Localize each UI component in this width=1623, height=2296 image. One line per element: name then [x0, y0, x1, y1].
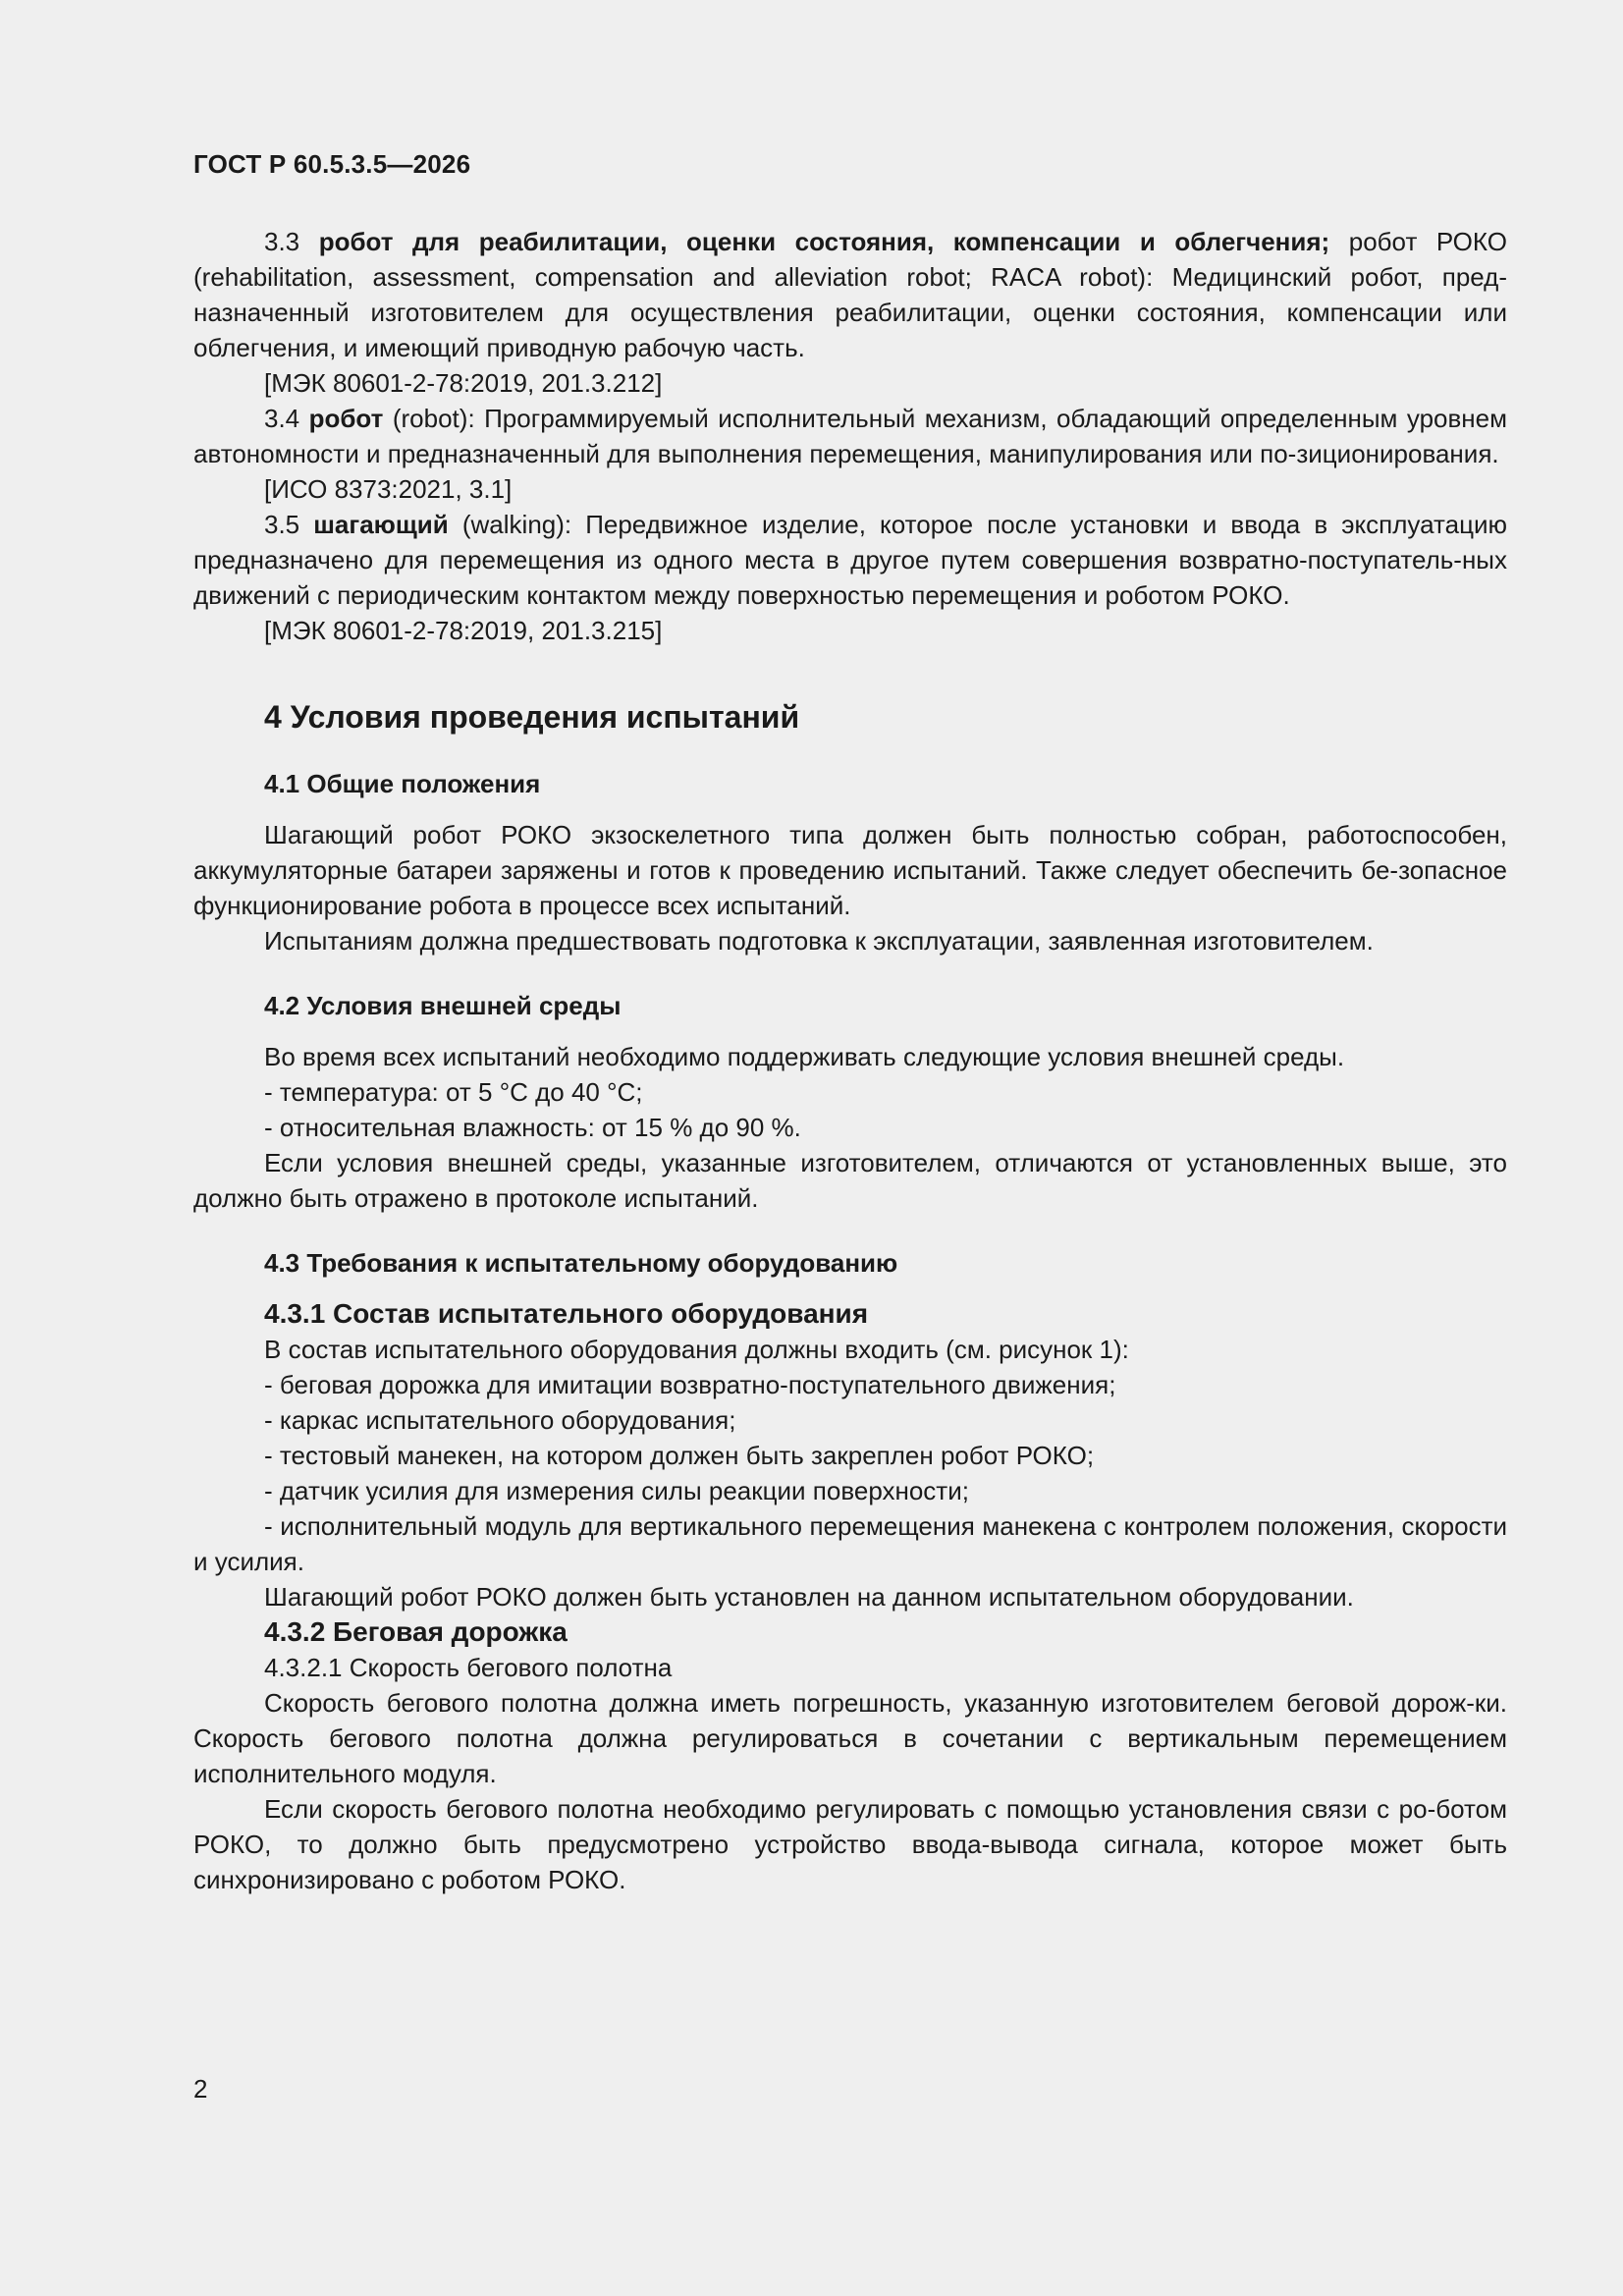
subsection-heading-4-3: 4.3 Требования к испытательному оборудованию — [264, 1248, 898, 1278]
document-body — [193, 224, 1507, 1897]
list-item: - тестовый манекен, на котором должен быть закреплен робот РОКО; — [264, 1441, 1095, 1470]
paragraph: Если скорость бегового полотна необходимо регулировать с помощью установления связи с ро-ботом РОКО, то должно быть предусмотрено устройство ввода-вывода сигнала, которое может быть синхронизировано с роботом РОКО. — [193, 1794, 1507, 1894]
list-item: - беговая дорожка для имитации возвратно-поступательного движения; — [264, 1370, 1116, 1399]
document-header: ГОСТ Р 60.5.3.5—2026 — [193, 149, 471, 179]
subsection-heading-4-3-1: 4.3.1 Состав испытательного оборудования — [264, 1298, 869, 1329]
source-reference: [МЭК 80601-2-78:2019, 201.3.215] — [264, 616, 663, 645]
term-name: шагающий — [313, 510, 449, 539]
paragraph: Испытаниям должна предшествовать подготовка к эксплуатации, заявленная изготовителем. — [264, 926, 1374, 956]
term-name: робот — [308, 404, 384, 433]
definition-3-4 — [193, 401, 1507, 471]
paragraph: Во время всех испытаний необходимо поддерживать следующие условия внешней среды. — [264, 1042, 1345, 1071]
list-item: - исполнительный модуль для вертикального перемещения манекена с контролем положения, скорости и усилия. — [193, 1511, 1507, 1576]
clause-number: 3.5 — [264, 510, 300, 539]
definition-3-3 — [193, 224, 1507, 365]
source-reference: [МЭК 80601-2-78:2019, 201.3.212] — [264, 368, 663, 398]
source-reference: [ИСО 8373:2021, 3.1] — [264, 474, 513, 504]
list-item: - датчик усилия для измерения силы реакции поверхности; — [264, 1476, 969, 1505]
paragraph: Шагающий робот РОКО должен быть установлен на данном испытательном оборудовании. — [264, 1582, 1354, 1612]
definition-text: робот РОКО (rehabilitation, assessment, compensation and alleviation robot; RACA robot): Медицинский робот, пред-назначенный изготовителем для осуществления реабилитации, оценки состояния, компенсации или облегчения, и имеющий приводную рабочую часть. — [193, 227, 1507, 362]
clause-number: 3.4 — [264, 404, 300, 433]
section-heading-4: 4 Условия проведения испытаний — [264, 699, 800, 735]
subsection-heading-4-3-2: 4.3.2 Беговая дорожка — [264, 1616, 568, 1647]
paragraph: В состав испытательного оборудования должны входить (см. рисунок 1): — [264, 1335, 1129, 1364]
definition-3-5 — [193, 507, 1507, 613]
list-item: - температура: от 5 °С до 40 °С; — [264, 1077, 643, 1107]
list-item: - каркас испытательного оборудования; — [264, 1405, 736, 1435]
list-item: - относительная влажность: от 15 % до 90 %. — [264, 1113, 801, 1142]
subsection-heading-4-1: 4.1 Общие положения — [264, 769, 541, 798]
clause-number: 3.3 — [264, 227, 300, 256]
paragraph: Шагающий робот РОКО экзоскелетного типа должен быть полностью собран, работоспособен, аккумуляторные батареи заряжены и готов к проведению испытаний. Также следует обеспечить бе-зопасное функционирование робота в процессе всех испытаний. — [193, 820, 1507, 920]
definition-text: (robot): Программируемый исполнительный механизм, обладающий определенным уровнем автономности и предназначенный для выполнения перемещения, манипулирования или по-зиционирования. — [193, 404, 1507, 468]
definition-text: (walking): Передвижное изделие, которое после установки и ввода в эксплуатацию предназначено для перемещения из одного места в другое путем совершения возвратно-поступатель-ных движений с периодическим контактом между поверхностью перемещения и роботом РОКО. — [193, 510, 1507, 610]
subsection-heading-4-2: 4.2 Условия внешней среды — [264, 991, 622, 1020]
paragraph: Если условия внешней среды, указанные изготовителем, отличаются от установленных выше, это должно быть отражено в протоколе испытаний. — [193, 1148, 1507, 1213]
subsection-heading-4-3-2-1: 4.3.2.1 Скорость бегового полотна — [264, 1653, 673, 1682]
page-number: 2 — [193, 2074, 208, 2104]
term-name: робот для реабилитации, оценки состояния, компенсации и облегчения; — [318, 227, 1330, 256]
paragraph: Скорость бегового полотна должна иметь погрешность, указанную изготовителем беговой дорож-ки. Скорость бегового полотна должна регулироваться в сочетании с вертикальным перемещением исполнительного модуля. — [193, 1688, 1507, 1788]
